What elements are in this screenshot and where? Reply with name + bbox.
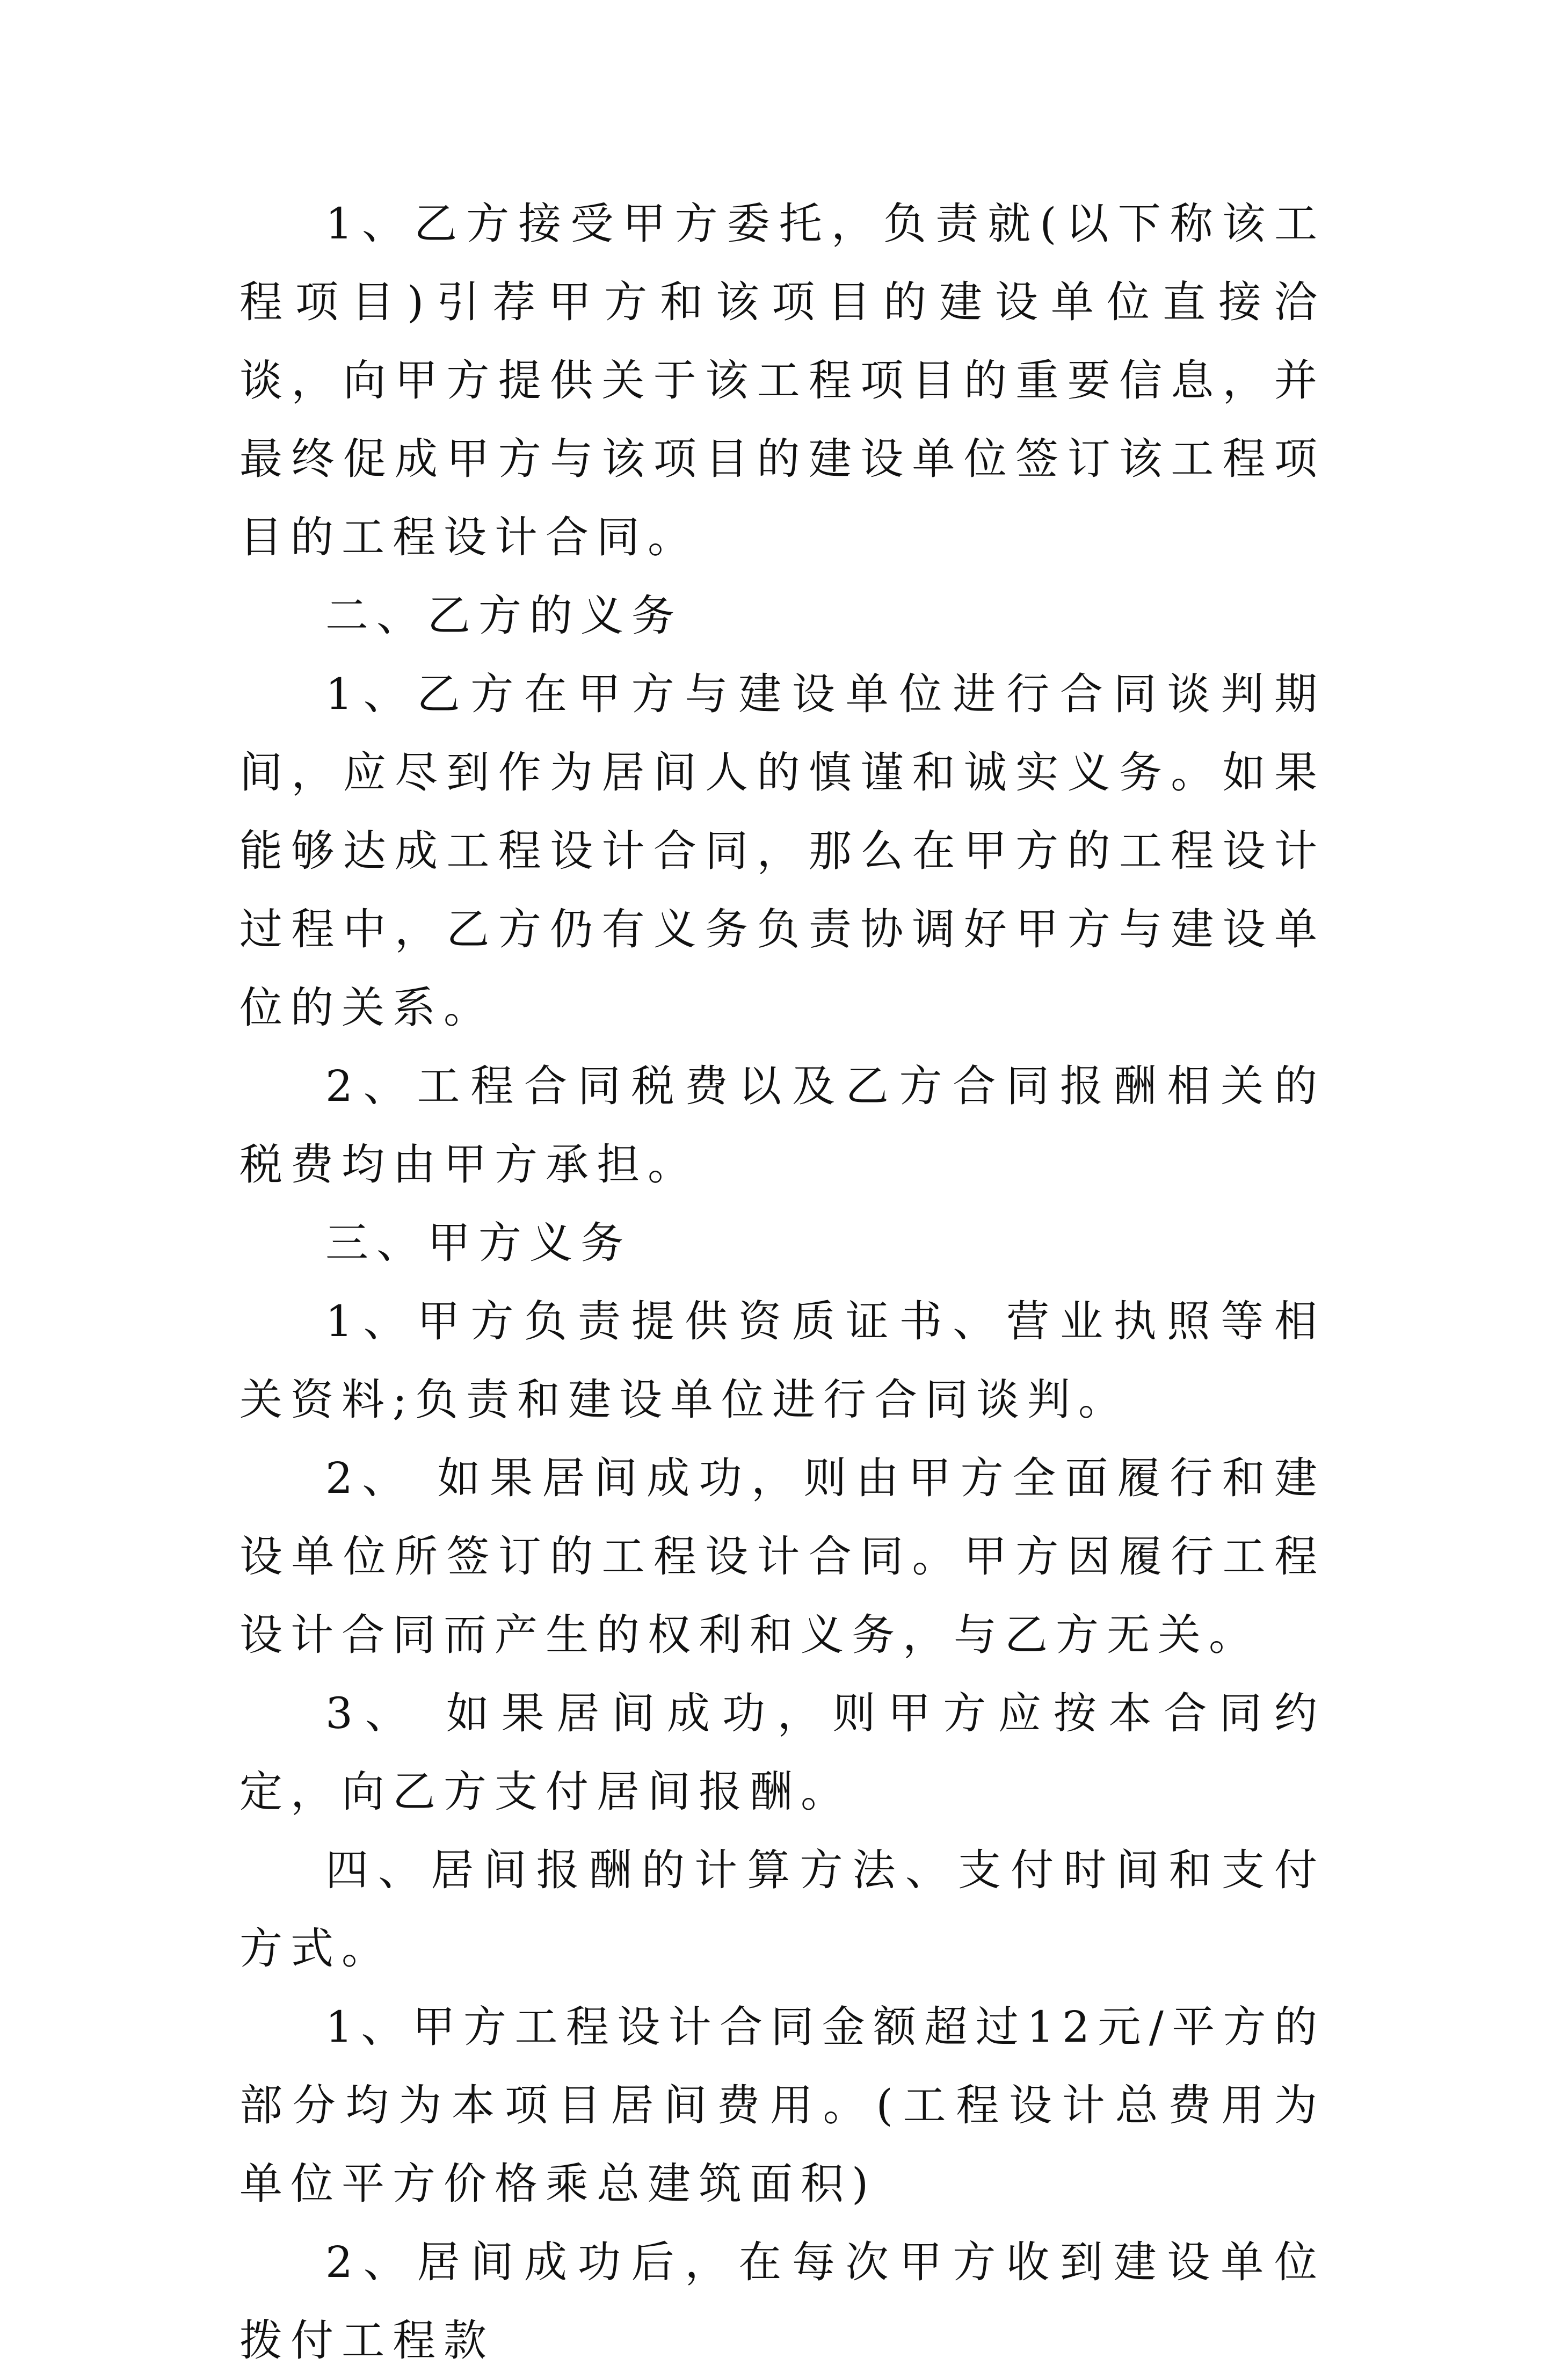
document-body <box>239 185 1325 2380</box>
clause-4-2: 2、居间成功后，在每次甲方收到建设单位拨付工程款 <box>239 2237 1325 2366</box>
clause-3-2: 2、 如果居间成功，则由甲方全面履行和建设单位所签订的工程设计合同。甲方因履行工程设计合同而产生的权利和义务，与乙方无关。 <box>239 1453 1325 1660</box>
section-heading-4: 四、居间报酬的计算方法、支付时间和支付方式。 <box>239 1845 1325 1973</box>
clause-3-1: 1、甲方负责提供资质证书、营业执照等相关资料;负责和建设单位进行合同谈判。 <box>239 1296 1325 1425</box>
section-heading-2: 二、乙方的义务 <box>325 591 682 641</box>
clause-1-intro: 1、乙方接受甲方委托，负责就(以下称该工程项目)引荐甲方和该项目的建设单位直接洽谈，向甲方提供关于该工程项目的重要信息，并最终促成甲方与该项目的建设单位签订该工程项目的工程设计合同。 <box>239 199 1325 562</box>
section-heading-3: 三、甲方义务 <box>325 1218 631 1268</box>
clause-3-3: 3、 如果居间成功，则甲方应按本合同约定，向乙方支付居间报酬。 <box>239 1688 1325 1817</box>
clause-2-2: 2、工程合同税费以及乙方合同报酬相关的税费均由甲方承担。 <box>239 1061 1325 1189</box>
clause-4-1: 1、甲方工程设计合同金额超过12元/平方的部分均为本项目居间费用。(工程设计总费用为单位平方价格乘总建筑面积) <box>239 2002 1325 2209</box>
clause-2-1: 1、乙方在甲方与建设单位进行合同谈判期间，应尽到作为居间人的慎谨和诚实义务。如果能够达成工程设计合同，那么在甲方的工程设计过程中，乙方仍有义务负责协调好甲方与建设单位的关系。 <box>239 669 1325 1033</box>
